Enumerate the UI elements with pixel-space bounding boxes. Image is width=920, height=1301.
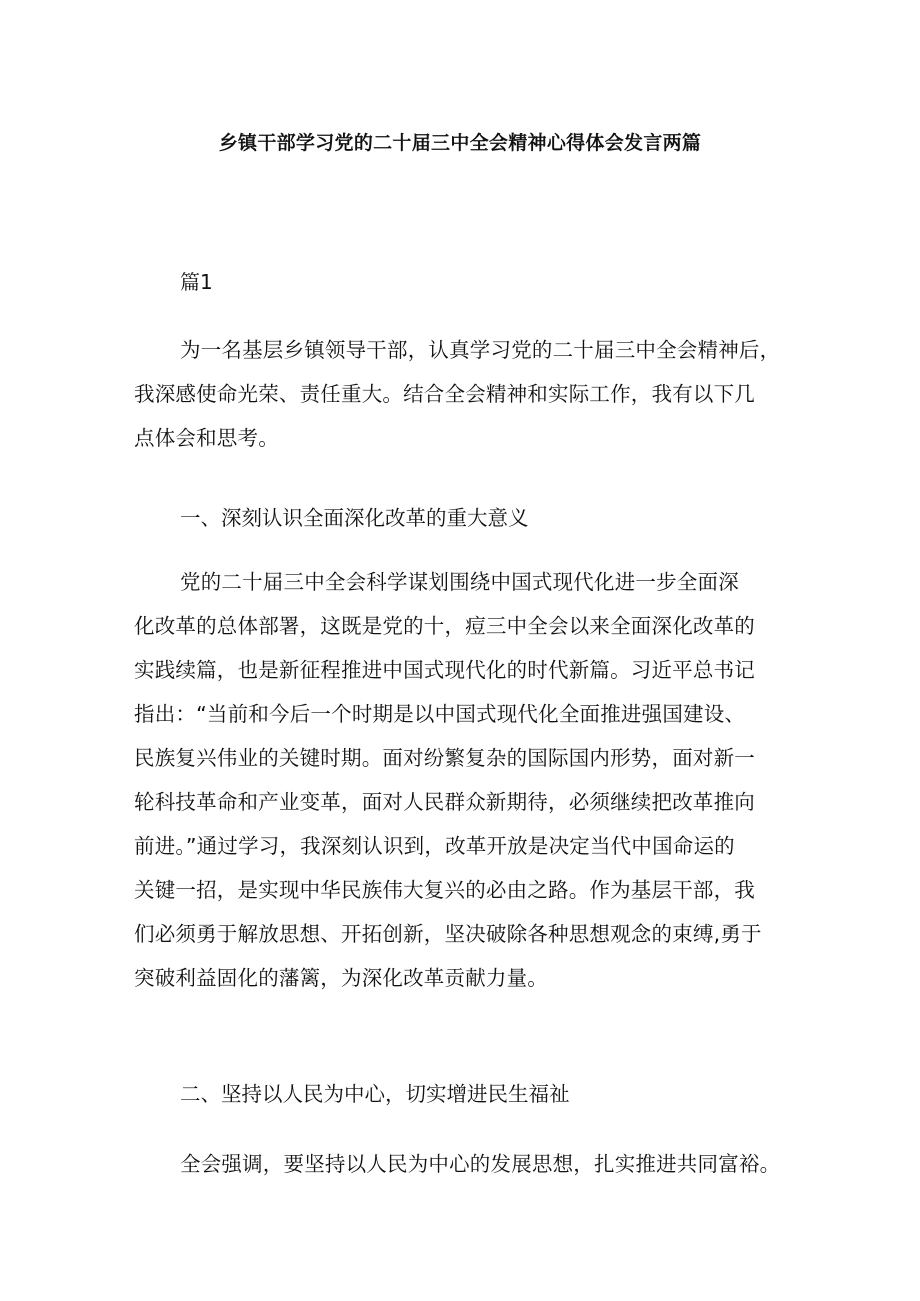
paragraph-line: 实践续篇，也是新征程推进中国式现代化的时代新篇。习近平总书记 <box>134 658 755 682</box>
intro-line: 我深感使命光荣、责任重大。结合全会精神和实际工作，我有以下几 <box>134 382 755 406</box>
paragraph-line: 关键一招，是实现中华民族伟大复兴的必由之路。作为基层干部，我 <box>134 878 755 902</box>
paragraph-line: 突破利益固化的藩篱，为深化改革贡献力量。 <box>134 966 548 990</box>
paragraph-line: 前进。”通过学习，我深刻认识到，改革开放是决定当代中国命运的 <box>134 834 735 858</box>
paragraph-line: 民族复兴伟业的关键时期。面对纷繁复杂的国际国内形势，面对新一 <box>134 746 755 770</box>
paragraph-1 <box>134 560 794 1000</box>
document-title: 乡镇干部学习党的二十届三中全会精神心得体会发言两篇 <box>218 132 702 154</box>
paragraph-2 <box>134 1142 794 1186</box>
paragraph-line: 全会强调，要坚持以人民为中心的发展思想，扎实推进共同富裕。 <box>180 1152 781 1176</box>
paragraph-line: 化改革的总体部署，这既是党的十，痘三中全会以来全面深化改革的 <box>134 614 755 638</box>
heading-2: 二、坚持以人民为中心，切实增进民生福祉 <box>180 1082 570 1106</box>
paragraph-line: 指出：“当前和今后一个时期是以中国式现代化全面推进强国建设、 <box>134 702 746 726</box>
intro-paragraph <box>134 328 794 460</box>
paragraph-line: 们必须勇于解放思想、开拓创新，坚决破除各种思想观念的束缚,勇于 <box>134 922 762 946</box>
paragraph-line: 轮科技革命和产业变革，面对人民群众新期待，必须继续把改革推向 <box>134 790 755 814</box>
section-label: 篇1 <box>180 270 213 294</box>
paragraph-line: 党的二十届三中全会科学谋划围绕中国式现代化进一步全面深 <box>180 570 739 594</box>
heading-1: 一、深刻认识全面深化改革的重大意义 <box>180 506 529 530</box>
intro-line: 点体会和思考。 <box>134 426 279 450</box>
intro-line: 为一名基层乡镇领导干部，认真学习党的二十届三中全会精神后， <box>180 338 781 362</box>
